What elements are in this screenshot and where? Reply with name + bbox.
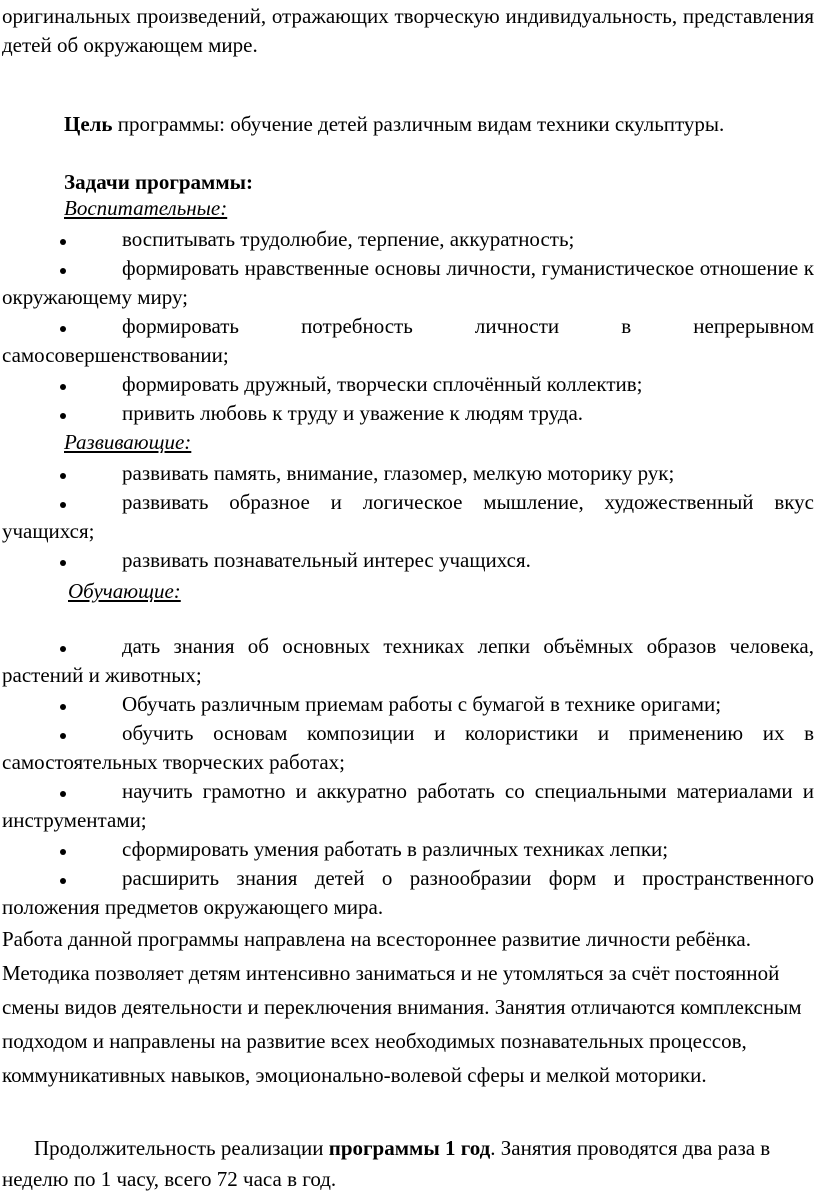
- list-item: формировать нравственные основы личности, гуманистическое отношение к окружающему миру;: [2, 256, 814, 309]
- list-item: расширить знания детей о разнообразии форм и пространственного положения предметов окружающего мира.: [2, 866, 814, 919]
- bullet-icon: [60, 878, 66, 884]
- bullet-icon: [60, 704, 66, 710]
- bullet-icon: [60, 384, 66, 390]
- bullet-icon: [60, 646, 66, 652]
- bullet-icon: [60, 733, 66, 739]
- teaching-heading: Обучающие:: [68, 579, 181, 603]
- list-item: сформировать умения работать в различных техниках лепки;: [2, 835, 814, 864]
- list-item: развивать память, внимание, глазомер, мелкую моторику рук;: [2, 459, 814, 488]
- list-item: формировать потребность личности в непрерывном самосовершенствовании;: [2, 314, 814, 367]
- goal-label: Цель: [64, 112, 113, 136]
- developing-heading: Развивающие:: [64, 430, 192, 454]
- list-item: развивать образное и логическое мышление, художественный вкус учащихся;: [2, 490, 814, 543]
- bullet-icon: [60, 849, 66, 855]
- work-paragraph: Работа данной программы направлена на всестороннее развитие личности ребёнка. Методика позволяет детям интенсивно заниматься и не утомляться за счёт постоянной смены видов деятельности и переключения внимания. Занятия отличаются комплексным подходом и направлены на развитие всех необходимых познавательных процессов, коммуникативных навыков, эмоционально-волевой сферы и мелкой моторики.: [2, 927, 802, 1087]
- bullet-icon: [60, 502, 66, 508]
- list-item: воспитывать трудолюбие, терпение, аккуратность;: [2, 225, 814, 254]
- bullet-icon: [60, 326, 66, 332]
- bullet-icon: [60, 560, 66, 566]
- bullet-icon: [60, 791, 66, 797]
- bullet-icon: [60, 473, 66, 479]
- educational-heading: Воспитательные:: [64, 196, 228, 220]
- tasks-heading: Задачи программы:: [64, 170, 254, 194]
- list-item: Обучать различным приемам работы с бумагой в технике оригами;: [2, 690, 814, 719]
- intro-paragraph: оригинальных произведений, отражающих творческую индивидуальность, представления детей об окружающем мире.: [2, 4, 814, 57]
- list-item: формировать дружный, творчески сплочённый коллектив;: [2, 370, 814, 399]
- bullet-icon: [60, 268, 66, 274]
- goal-text: программы: обучение детей различным видам техники скульптуры.: [112, 112, 725, 136]
- list-item: привить любовь к труду и уважение к людям труда.: [2, 399, 814, 428]
- list-item: обучить основам композиции и колористики и применению их в самостоятельных творческих работах;: [2, 721, 814, 774]
- duration-paragraph: Продолжительность реализации программы 1 год. Занятия проводятся два раза в неделю по 1 часу, всего 72 часа в год.: [2, 1136, 771, 1191]
- goal-paragraph: [2, 110, 814, 139]
- bullet-icon: [60, 413, 66, 419]
- bullet-icon: [60, 239, 66, 245]
- list-item: развивать познавательный интерес учащихся.: [2, 546, 814, 575]
- list-item: научить грамотно и аккуратно работать со специальными материалами и инструментами;: [2, 779, 814, 832]
- list-item: дать знания об основных техниках лепки объёмных образов человека, растений и животных;: [2, 634, 814, 687]
